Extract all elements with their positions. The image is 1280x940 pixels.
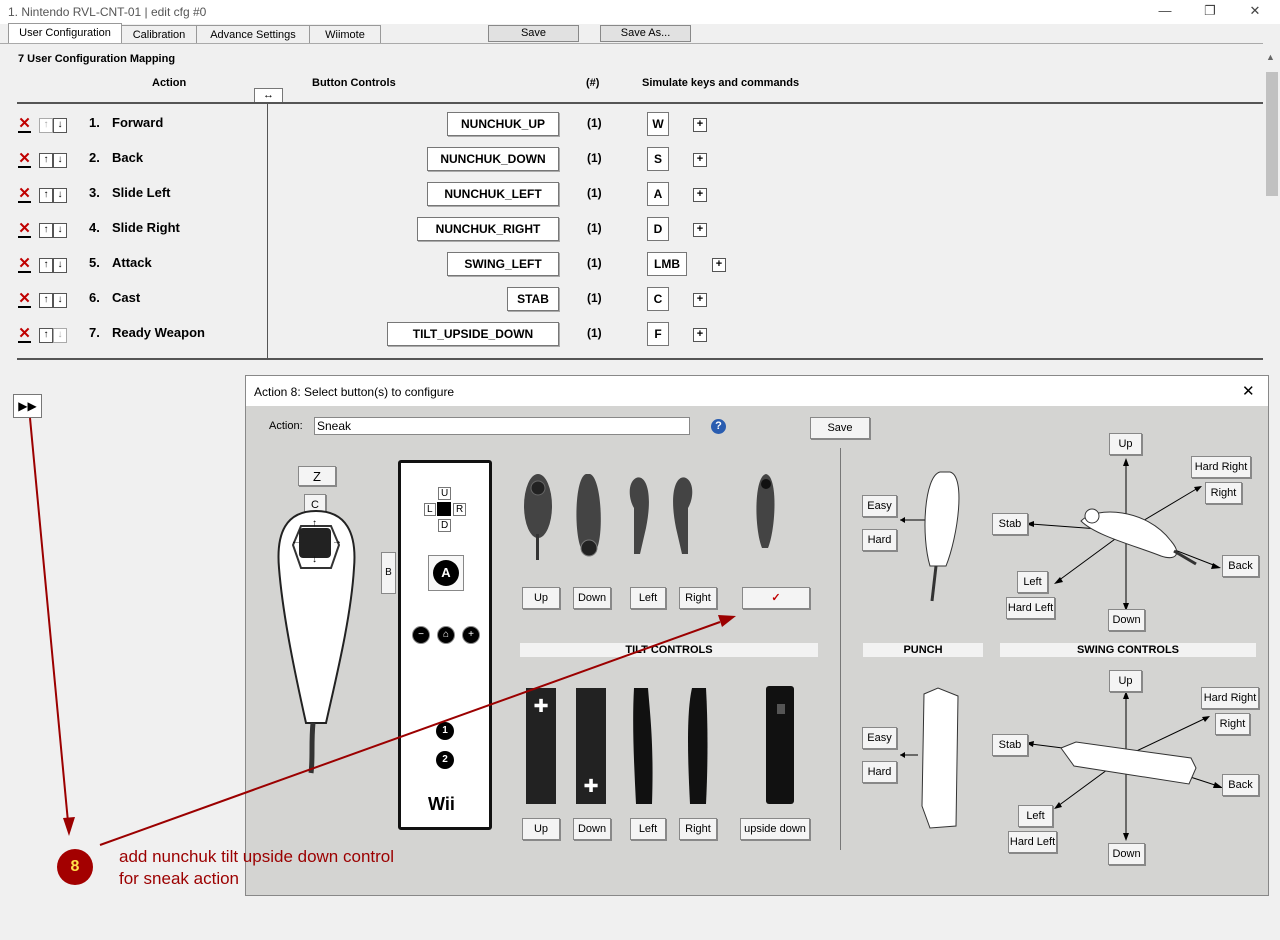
key-box[interactable]: LMB [647, 252, 687, 276]
button-control-box[interactable]: STAB [507, 287, 559, 311]
delete-row-icon[interactable]: ✕ [18, 150, 31, 167]
row-number: 5. [89, 255, 100, 270]
row-action-name[interactable]: Slide Left [112, 185, 171, 200]
move-up-icon[interactable]: ↑ [39, 153, 53, 168]
stick-up-icon[interactable]: ↑ [312, 518, 317, 529]
add-key-icon[interactable]: + [693, 328, 707, 342]
punch-easy-button-top[interactable]: Easy [862, 495, 897, 517]
delete-row-icon[interactable]: ✕ [18, 255, 31, 272]
delete-row-icon[interactable]: ✕ [18, 290, 31, 307]
key-box[interactable]: D [647, 217, 669, 241]
annotation-step-badge: 8 [57, 849, 93, 885]
tilt-controls-header: TILT CONTROLS [520, 643, 818, 657]
svg-text:✚: ✚ [533, 696, 549, 716]
move-down-icon[interactable]: ↓ [53, 223, 67, 238]
control-count: (1) [587, 326, 602, 340]
dialog-title: Action 8: Select button(s) to configure [254, 385, 455, 399]
wii-logo: Wii [428, 794, 455, 814]
swing-back-button-bottom[interactable]: Back [1222, 774, 1259, 796]
stick-right-icon[interactable]: → [332, 536, 342, 547]
row-number: 2. [89, 150, 100, 165]
header-button-controls: Button Controls [312, 77, 396, 89]
save-as-button[interactable]: Save As... [600, 25, 691, 42]
button-control-box[interactable]: TILT_UPSIDE_DOWN [387, 322, 559, 346]
button-control-box[interactable]: NUNCHUK_LEFT [427, 182, 559, 206]
punch-easy-button-bottom[interactable]: Easy [862, 727, 897, 749]
row-action-name[interactable]: Attack [112, 255, 152, 270]
swing-down-button-bottom[interactable]: Down [1108, 843, 1145, 865]
punch-hard-button-top[interactable]: Hard [862, 529, 897, 551]
key-box[interactable]: A [647, 182, 669, 206]
swing-hard-left-button-top[interactable]: Hard Left [1006, 597, 1055, 619]
expand-icon[interactable]: ▶▶ [13, 394, 42, 418]
dialog-save-button[interactable]: Save [810, 417, 870, 439]
row-number: 1. [89, 115, 100, 130]
swing-hard-right-button-top[interactable]: Hard Right [1191, 456, 1251, 478]
move-down-icon[interactable]: ↓ [53, 293, 67, 308]
dialog-close-button[interactable]: ✕ [1242, 383, 1255, 400]
nunchuk-tilt-right-button[interactable]: Right [679, 587, 717, 609]
move-down-icon[interactable]: ↓ [53, 153, 67, 168]
add-key-icon[interactable]: + [693, 188, 707, 202]
home-button[interactable]: ⌂ [437, 626, 455, 644]
wiimote-b-button[interactable]: B [381, 552, 396, 594]
stick-left-icon[interactable]: ← [291, 536, 301, 547]
swing-up-button-bottom[interactable]: Up [1109, 670, 1142, 692]
move-up-icon[interactable]: ↑ [39, 223, 53, 238]
move-down-icon[interactable]: ↓ [53, 328, 67, 343]
row-action-name[interactable]: Forward [112, 115, 164, 130]
add-key-icon[interactable]: + [693, 223, 707, 237]
wiimote-tilt-upside-down-button[interactable]: upside down [740, 818, 810, 840]
swing-hard-left-button-bottom[interactable]: Hard Left [1008, 831, 1057, 853]
swing-stab-button-bottom[interactable]: Stab [992, 734, 1028, 756]
move-up-icon[interactable]: ↑ [39, 258, 53, 273]
row-number: 4. [89, 220, 100, 235]
window-title: 1. Nintendo RVL-CNT-01 | edit cfg #0 [8, 5, 207, 19]
wiimote-tilt-right-button[interactable]: Right [679, 818, 717, 840]
key-box[interactable]: W [647, 112, 669, 136]
nunchuk-tilt-down-button[interactable]: Down [573, 587, 611, 609]
minimize-button[interactable]: — [1158, 3, 1172, 18]
header-action: Action [152, 77, 187, 89]
button-control-box[interactable]: NUNCHUK_DOWN [427, 147, 559, 171]
move-down-icon[interactable]: ↓ [53, 188, 67, 203]
control-count: (1) [587, 186, 602, 200]
svg-text:✚: ✚ [583, 776, 599, 796]
add-key-icon[interactable]: + [693, 118, 707, 132]
add-key-icon[interactable]: + [712, 258, 726, 272]
nunchuk-tilt-upside-down-button[interactable]: ✓ [742, 587, 810, 609]
swing-down-button-top[interactable]: Down [1108, 609, 1145, 631]
punch-hard-button-bottom[interactable]: Hard [862, 761, 897, 783]
row-action-name[interactable]: Back [112, 150, 144, 165]
delete-row-icon[interactable]: ✕ [18, 115, 31, 132]
scroll-up-icon[interactable]: ▲ [1266, 52, 1275, 62]
row-action-name[interactable]: Ready Weapon [112, 325, 205, 340]
restore-button[interactable]: ❐ [1204, 3, 1216, 18]
button-control-box[interactable]: SWING_LEFT [447, 252, 559, 276]
swing-controls-header: SWING CONTROLS [1000, 643, 1256, 657]
button-control-box[interactable]: NUNCHUK_RIGHT [417, 217, 559, 241]
key-box[interactable]: C [647, 287, 669, 311]
row-number: 6. [89, 290, 100, 305]
control-count: (1) [587, 256, 602, 270]
swing-stab-button-top[interactable]: Stab [992, 513, 1028, 535]
annotation-line-1: add nunchuk tilt upside down control [119, 847, 395, 866]
two-button[interactable]: 2 [436, 751, 454, 769]
tab-advance-settings[interactable]: Advance Settings [196, 25, 310, 44]
swing-right-button-bottom[interactable]: Right [1215, 713, 1250, 735]
column-split-icon[interactable]: ↔ [254, 88, 283, 103]
help-icon[interactable]: ? [711, 419, 726, 434]
swing-left-button-top[interactable]: Left [1017, 571, 1048, 593]
nunchuk-c-button[interactable]: C [304, 494, 326, 512]
move-down-icon[interactable]: ↓ [53, 258, 67, 273]
swing-back-button-top[interactable]: Back [1222, 555, 1259, 577]
dpad-up-button[interactable]: U [438, 487, 451, 500]
add-key-icon[interactable]: + [693, 293, 707, 307]
key-box[interactable]: S [647, 147, 669, 171]
key-box[interactable]: F [647, 322, 669, 346]
tab-user-configuration[interactable]: User Configuration [8, 23, 122, 44]
swing-left-button-bottom[interactable]: Left [1018, 805, 1053, 827]
stick-down-icon[interactable]: ↓ [312, 554, 317, 565]
control-count: (1) [587, 116, 602, 130]
one-button[interactable]: 1 [436, 722, 454, 740]
wiimote-tilt-down-button[interactable]: Down [573, 818, 611, 840]
nunchuk-tilt-left-button[interactable]: Left [630, 587, 666, 609]
tab-calibration[interactable]: Calibration [121, 25, 197, 44]
swing-hard-right-button-bottom[interactable]: Hard Right [1201, 687, 1259, 709]
row-action-name[interactable]: Cast [112, 290, 141, 305]
nunchuk-z-button[interactable]: Z [298, 466, 336, 486]
save-button[interactable]: Save [488, 25, 579, 42]
button-control-box[interactable]: NUNCHUK_UP [447, 112, 559, 136]
a-button[interactable]: A [433, 560, 459, 586]
delete-row-icon[interactable]: ✕ [18, 185, 31, 202]
move-up-icon[interactable]: ↑ [39, 328, 53, 343]
delete-row-icon[interactable]: ✕ [18, 220, 31, 237]
move-up-icon[interactable]: ↑ [39, 118, 53, 133]
row-number: 7. [89, 325, 100, 340]
action-label: Action: [269, 420, 303, 432]
tab-wiimote[interactable]: Wiimote [309, 25, 381, 44]
punch-header: PUNCH [863, 643, 983, 657]
header-count: (#) [586, 77, 600, 89]
swing-right-button-top[interactable]: Right [1205, 482, 1242, 504]
control-count: (1) [587, 221, 602, 235]
dpad-right-button[interactable]: R [453, 503, 466, 516]
annotation-line-2: for sneak action [119, 869, 240, 888]
header-simulate: Simulate keys and commands [642, 77, 800, 89]
move-up-icon[interactable]: ↑ [39, 188, 53, 203]
nunchuk-tilt-up-button[interactable]: Up [522, 587, 560, 609]
add-key-icon[interactable]: + [693, 153, 707, 167]
swing-up-button-top[interactable]: Up [1109, 433, 1142, 455]
control-count: (1) [587, 291, 602, 305]
plus-button[interactable]: + [462, 626, 480, 644]
mapping-title: 7 User Configuration Mapping [18, 53, 176, 65]
row-action-name[interactable]: Slide Right [112, 220, 180, 235]
dpad-left-button[interactable]: L [424, 503, 436, 516]
control-count: (1) [587, 151, 602, 165]
move-down-icon[interactable]: ↓ [53, 118, 67, 133]
dpad-down-button[interactable]: D [438, 519, 451, 532]
close-button[interactable]: ✕ [1249, 3, 1261, 18]
row-number: 3. [89, 185, 100, 200]
move-up-icon[interactable]: ↑ [39, 293, 53, 308]
wiimote-tilt-up-button[interactable]: Up [522, 818, 560, 840]
delete-row-icon[interactable]: ✕ [18, 325, 31, 342]
wiimote-tilt-left-button[interactable]: Left [630, 818, 666, 840]
minus-button[interactable]: − [412, 626, 430, 644]
